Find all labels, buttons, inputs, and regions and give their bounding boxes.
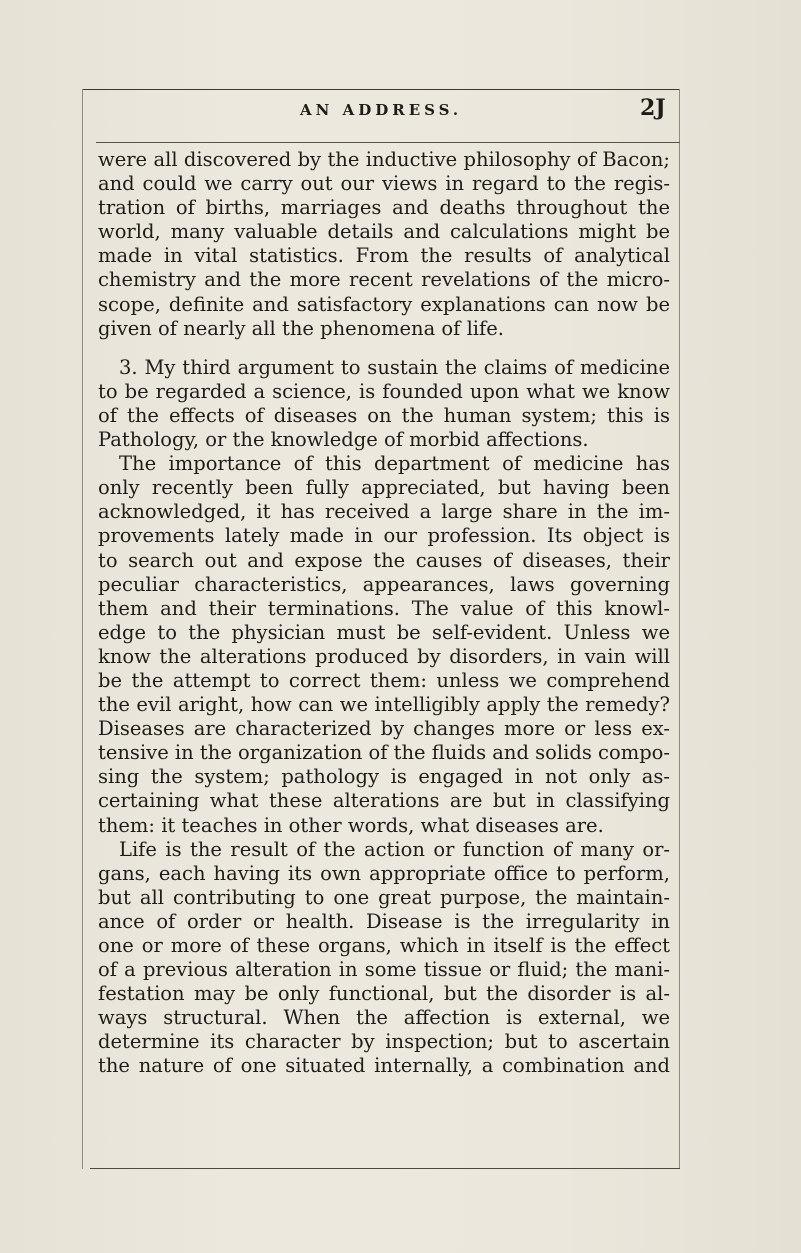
text-line: of the effects of diseases on the human system; this is bbox=[98, 403, 670, 427]
text-line: The importance of this department of medicine has bbox=[119, 452, 670, 476]
text-line: Diseases are characterized by changes more or less ex- bbox=[98, 717, 670, 741]
top-border-rule bbox=[82, 89, 680, 90]
text-line: made in vital statistics. From the results of analytical bbox=[98, 244, 670, 268]
text-line: edge to the physician must be self-evident. Unless we bbox=[98, 620, 670, 644]
text-line: them: it teaches in other words, what diseases are. bbox=[98, 813, 604, 837]
text-line: but all contributing to one great purpose, the maintain- bbox=[98, 885, 670, 909]
text-line: to be regarded a science, is founded upon what we know bbox=[98, 379, 670, 403]
text-line: ance of order or health. Disease is the irregularity in bbox=[98, 909, 670, 933]
text-line: gans, each having its own appropriate office to perform, bbox=[98, 861, 670, 885]
text-line: Pathology, or the knowledge of morbid affections. bbox=[98, 428, 589, 452]
text-line: were all discovered by the inductive philosophy of Bacon; bbox=[98, 148, 670, 171]
text-line: know the alterations produced by disorders, in vain will bbox=[98, 644, 670, 668]
text-line: only recently been fully appreciated, but having been bbox=[98, 476, 670, 500]
text-line: certaining what these alterations are but in classifying bbox=[98, 789, 670, 813]
running-head: AN ADDRESS. bbox=[300, 101, 463, 119]
text-line: Life is the result of the action or function of many or- bbox=[119, 837, 670, 861]
text-line: the nature of one situated internally, a combination and bbox=[98, 1054, 670, 1078]
right-border-rule bbox=[679, 89, 680, 1169]
left-border-rule bbox=[82, 89, 83, 1169]
text-line: the evil aright, how can we intelligibly apply the remedy? bbox=[98, 693, 670, 717]
text-line: sing the system; pathology is engaged in not only as- bbox=[98, 765, 670, 789]
text-line: tensive in the organization of the fluids and solids compo- bbox=[98, 741, 670, 765]
text-line: them and their terminations. The value of this knowl- bbox=[98, 596, 670, 620]
text-line: world, many valuable details and calculations might be bbox=[98, 220, 670, 244]
text-line: given of nearly all the phenomena of life. bbox=[98, 316, 504, 340]
body-text bbox=[98, 148, 670, 1079]
text-line: 3. My third argument to sustain the claims of medicine bbox=[119, 355, 670, 379]
text-line: determine its character by inspection; but to ascertain bbox=[98, 1030, 670, 1054]
text-line: ways structural. When the affection is external, we bbox=[98, 1006, 670, 1030]
text-line: peculiar characteristics, appearances, laws governing bbox=[98, 572, 670, 596]
text-line: and could we carry out our views in regard to the regis- bbox=[98, 172, 670, 196]
header-rule bbox=[96, 142, 680, 143]
text-line: be the attempt to correct them: unless we comprehend bbox=[98, 668, 670, 692]
bottom-border-rule bbox=[90, 1168, 680, 1169]
text-line: of a previous alteration in some tissue or fluid; the mani- bbox=[98, 958, 670, 982]
text-line: to search out and expose the causes of diseases, their bbox=[98, 548, 670, 572]
paragraph-gap bbox=[98, 341, 670, 356]
text-line: acknowledged, it has received a large share in the im- bbox=[98, 500, 670, 524]
page-number: 2J bbox=[640, 95, 666, 121]
text-line: provements lately made in our profession. Its object is bbox=[98, 524, 670, 548]
text-line: tration of births, marriages and deaths throughout the bbox=[98, 196, 670, 220]
text-line: scope, definite and satisfactory explanations can now be bbox=[98, 292, 670, 316]
text-line: chemistry and the more recent revelations of the micro- bbox=[98, 268, 670, 292]
text-line: one or more of these organs, which in itself is the effect bbox=[98, 934, 670, 957]
text-line: festation may be only functional, but the disorder is al- bbox=[98, 982, 670, 1006]
